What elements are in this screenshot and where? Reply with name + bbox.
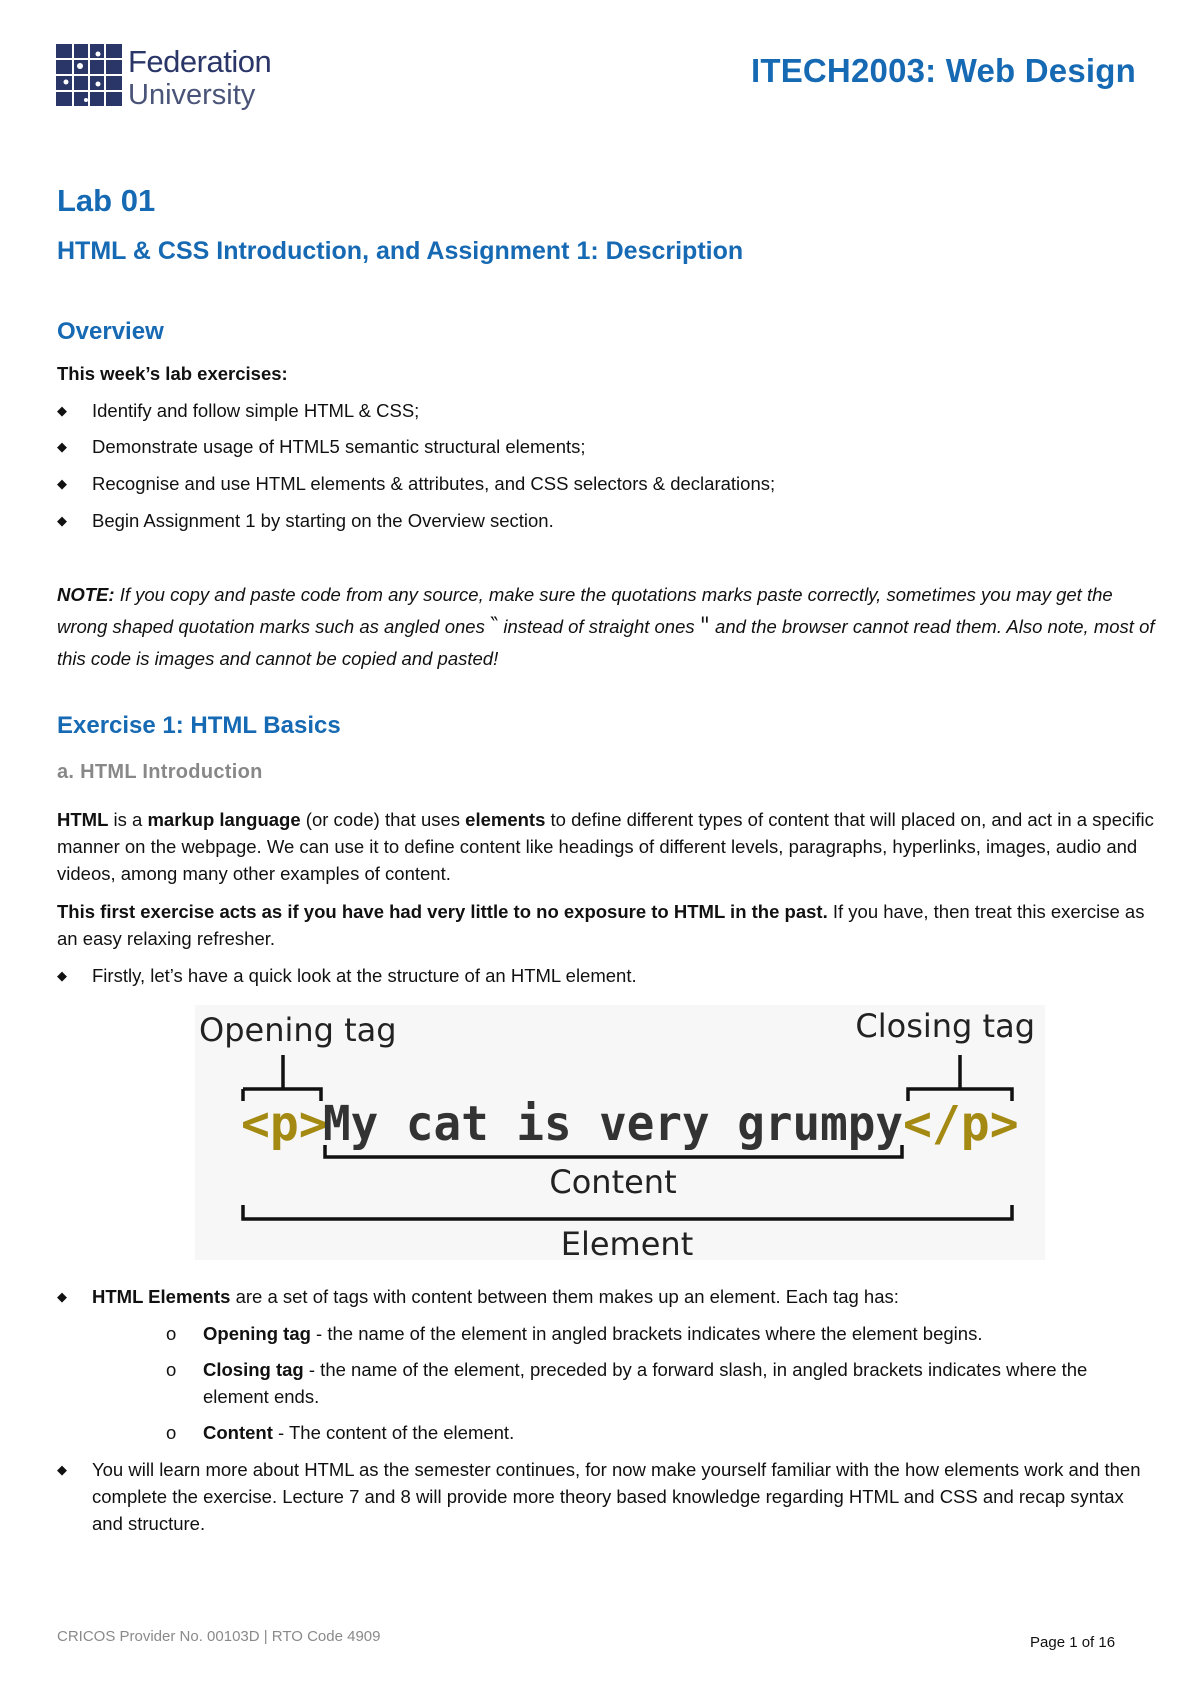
- angled-quote-glyph: ‶: [489, 614, 499, 639]
- text-fragment: is a: [108, 809, 148, 830]
- straight-quote-glyph: ": [699, 614, 710, 639]
- logo-line2: University: [128, 79, 256, 111]
- closing-tag-label: Closing tag: [855, 1007, 1035, 1045]
- note-text-2: instead of straight ones: [498, 616, 700, 637]
- text-fragment: - the name of the element, preceded by a forward slash, in angled brackets indicates where the element ends.: [203, 1359, 1088, 1407]
- sub-list-item-text: [203, 1320, 1153, 1347]
- bullet-icon: ◆: [57, 1462, 67, 1477]
- page-current: 1: [1069, 1634, 1078, 1651]
- text-fragment: If you have, then treat this exercise as an easy relaxing refresher.: [57, 901, 1145, 949]
- code-close-tag: </p>: [903, 1096, 1019, 1152]
- list-item-text: You will learn more about HTML as the semester continues, for now make yourself familiar with the how elements work and then complete the exercise. Lecture 7 and 8 will provide more theory based knowledge regarding HTML and CSS and recap syntax and structure.: [92, 1459, 1141, 1534]
- list-item-text: [92, 1283, 1152, 1310]
- list-item-text: Identify and follow simple HTML & CSS;: [92, 400, 420, 421]
- term-html: HTML: [57, 809, 109, 830]
- sub-bullet-marker: o: [166, 1422, 177, 1443]
- list-item-text: Recognise and use HTML elements & attributes, and CSS selectors & declarations;: [92, 473, 776, 494]
- text-fragment: are a set of tags with content between them makes up an element. Each tag has:: [230, 1286, 899, 1307]
- page-title: Lab 01: [57, 183, 156, 218]
- sub-bullet-marker: o: [166, 1323, 177, 1344]
- overview-heading: Overview: [57, 318, 164, 345]
- logo-line1: Federation: [128, 44, 272, 79]
- exercise1-subheading: a. HTML Introduction: [57, 761, 263, 783]
- overview-intro: This week’s lab exercises:: [57, 363, 288, 384]
- bullet-icon: ◆: [57, 1289, 67, 1304]
- text-fragment: (or code) that uses: [300, 809, 466, 830]
- bullet-icon: ◆: [57, 476, 67, 491]
- term-html-elements: HTML Elements: [92, 1286, 231, 1307]
- sub-list-item-text: [203, 1356, 1153, 1410]
- term-content: Content: [203, 1422, 273, 1443]
- bullet-icon: ◆: [57, 513, 67, 528]
- note-label: NOTE:: [57, 584, 115, 605]
- page-total: 16: [1098, 1634, 1116, 1651]
- note-paragraph: [57, 579, 1157, 675]
- term-elements: elements: [465, 809, 546, 830]
- bullet-icon: ◆: [57, 968, 67, 983]
- term-markup-language: markup language: [147, 809, 301, 830]
- text-fragment: to define different types of content that will placed on, and act in a specific manner on the webpage. We can use it to define content like headings of different levels, paragraphs, hyperlinks, images, audio and videos, among many other examples of content.: [57, 809, 1154, 884]
- code-content: My cat is very grumpy: [323, 1096, 903, 1152]
- element-structure-figure: [195, 1005, 1045, 1260]
- text-fragment: - the name of the element in angled brackets indicates where the element begins.: [310, 1323, 983, 1344]
- note-text-3: and the browser cannot read them. Also note, most of this code is images and cannot be copied and pasted!: [57, 616, 1155, 669]
- course-title: ITECH2003: Web Design: [750, 52, 1136, 89]
- university-logo: [56, 42, 326, 114]
- page-of: of: [1077, 1634, 1099, 1651]
- opening-tag-label: Opening tag: [199, 1011, 397, 1049]
- content-label: Content: [549, 1163, 677, 1201]
- term-closing-tag: Closing tag: [203, 1359, 304, 1380]
- page-prefix: Page: [1030, 1634, 1070, 1651]
- exposure-bold: This first exercise acts as if you have had very little to no exposure to HTML in the past.: [57, 901, 828, 922]
- text-fragment: - The content of the element.: [272, 1422, 515, 1443]
- page-subtitle: HTML & CSS Introduction, and Assignment 1: Description: [57, 237, 744, 265]
- exposure-paragraph: [57, 898, 1157, 952]
- sub-bullet-marker: o: [166, 1359, 177, 1380]
- note-text-1: If you copy and paste code from any source, make sure the quotations marks paste correctly, sometimes you may get the wrong shaped quotation marks such as angled ones: [57, 584, 1113, 637]
- list-item-text: Begin Assignment 1 by starting on the Overview section.: [92, 510, 554, 531]
- bullet-icon: ◆: [57, 403, 67, 418]
- bullet-icon: ◆: [57, 439, 67, 454]
- list-item-text: Demonstrate usage of HTML5 semantic structural elements;: [92, 436, 586, 457]
- logo-crest-icon: [56, 42, 326, 114]
- html-intro-paragraph: [57, 806, 1157, 887]
- list-item-text: Firstly, let’s have a quick look at the structure of an HTML element.: [92, 965, 637, 986]
- page-number: [1030, 1634, 1115, 1651]
- element-label: Element: [560, 1225, 694, 1260]
- exercise1-heading: Exercise 1: HTML Basics: [57, 712, 341, 739]
- sub-list-item-text: [203, 1419, 1153, 1446]
- term-opening-tag: Opening tag: [203, 1323, 311, 1344]
- footer-cricos: CRICOS Provider No. 00103D | RTO Code 4909: [57, 1628, 381, 1645]
- code-open-tag: <p>: [241, 1096, 328, 1152]
